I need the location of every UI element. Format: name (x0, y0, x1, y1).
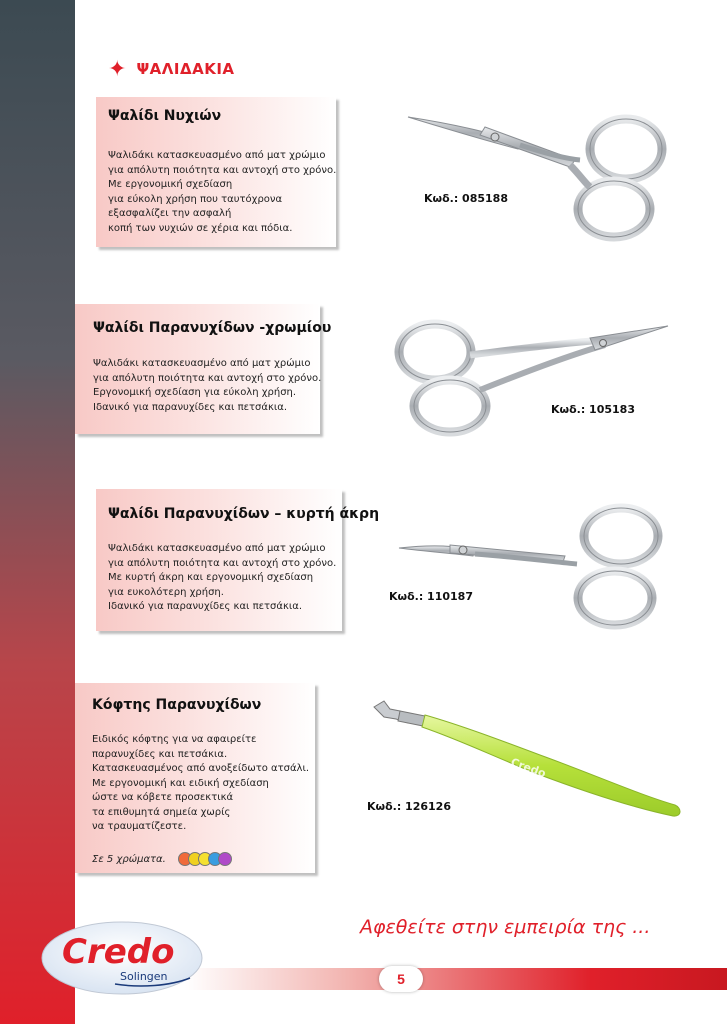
product-3-line: Ιδανικό για παρανυχίδες και πετσάκια. (108, 601, 303, 612)
product-4-line: τα επιθυμητά σημεία χωρίς (92, 806, 231, 818)
product-4-description (92, 733, 309, 835)
colors-label: Σε 5 χρώματα. (92, 853, 166, 865)
product-2-title: Ψαλίδι Παρανυχίδων -χρωμίου (93, 320, 332, 336)
product-2-code: Κωδ.: 105183 (551, 403, 635, 416)
tagline: Αφεθείτε στην εμπειρία της ... (360, 916, 651, 938)
star-icon: ✦ (108, 56, 127, 81)
product-1-title: Ψαλίδι Νυχιών (108, 108, 222, 124)
product-1-line: εξασφαλίζει την ασφαλή (108, 208, 232, 219)
product-3-line: για απόλυτη ποιότητα και αντοχή στο χρόνο. (108, 557, 337, 569)
logo-subtext: Solingen (120, 970, 168, 983)
cutter-brand-mark: Credo (508, 755, 548, 781)
product-1-line: για απόλυτη ποιότητα και αντοχή στο χρόνο. (108, 164, 337, 176)
product-3-description (108, 542, 336, 615)
color-options (92, 852, 232, 866)
color-swatches (178, 852, 232, 866)
product-4-code: Κωδ.: 126126 (367, 800, 451, 813)
logo-text: Credo (62, 932, 175, 972)
product-2-line: για απόλυτη ποιότητα και αντοχή στο χρόνο. (93, 372, 322, 384)
product-2-description (93, 357, 321, 415)
product-3-line: Ψαλιδάκι κατασκευασμένο από ματ χρώμιο (108, 543, 326, 554)
section-title: ΨΑΛΙΔΑΚΙΑ (136, 60, 235, 78)
cuticle-scissors-curved-image (395, 498, 670, 633)
product-3-title: Ψαλίδι Παρανυχίδων – κυρτή άκρη (108, 506, 380, 522)
nail-scissors-image (400, 105, 690, 245)
product-1-line: κοπή των νυχιών σε χέρια και πόδια. (108, 222, 293, 234)
bottom-gradient-bar (185, 968, 727, 990)
color-swatch-purple (218, 852, 232, 866)
product-4-line: ώστε να κόβετε προσεκτικά (92, 792, 234, 803)
product-4-line: Κατασκευασμένος από ανοξείδωτο ατσάλι. (92, 763, 310, 774)
product-3-code: Κωδ.: 110187 (389, 590, 473, 603)
cuticle-cutter-image (370, 695, 690, 825)
product-2-line: Εργονομική σχεδίαση για εύκολη χρήση. (93, 387, 297, 398)
product-2-line: Ψαλιδάκι κατασκευασμένο από ματ χρώμιο (93, 358, 311, 369)
product-4-line: παρανυχίδες και πετσάκια. (92, 748, 228, 760)
product-3-line: για ευκολότερη χρήση. (108, 586, 224, 598)
product-1-line: για εύκολη χρήση που ταυτόχρονα (108, 193, 283, 205)
product-2-line: Ιδανικό για παρανυχίδες και πετσάκια. (93, 401, 288, 413)
product-4-line: Ειδικός κόφτης για να αφαιρείτε (92, 734, 257, 745)
product-4-line: να τραυματίζεστε. (92, 821, 187, 832)
product-1-line: Με εργονομική σχεδίαση (108, 179, 233, 190)
section-header (108, 58, 235, 80)
product-4-title: Κόφτης Παρανυχίδων (92, 697, 262, 713)
side-gradient-strip (0, 0, 75, 1024)
product-3-line: Με κυρτή άκρη και εργονομική σχεδίαση (108, 572, 314, 583)
cuticle-scissors-chrome-image (390, 310, 675, 440)
product-1-line: Ψαλιδάκι κατασκευασμένο από ματ χρώμιο (108, 150, 326, 161)
page-number: 5 (379, 966, 423, 992)
product-4-line: Με εργονομική και ειδική σχεδίαση (92, 777, 269, 789)
product-1-code: Κωδ.: 085188 (424, 192, 508, 205)
credo-solingen-logo (40, 918, 205, 996)
product-1-description (108, 149, 336, 236)
